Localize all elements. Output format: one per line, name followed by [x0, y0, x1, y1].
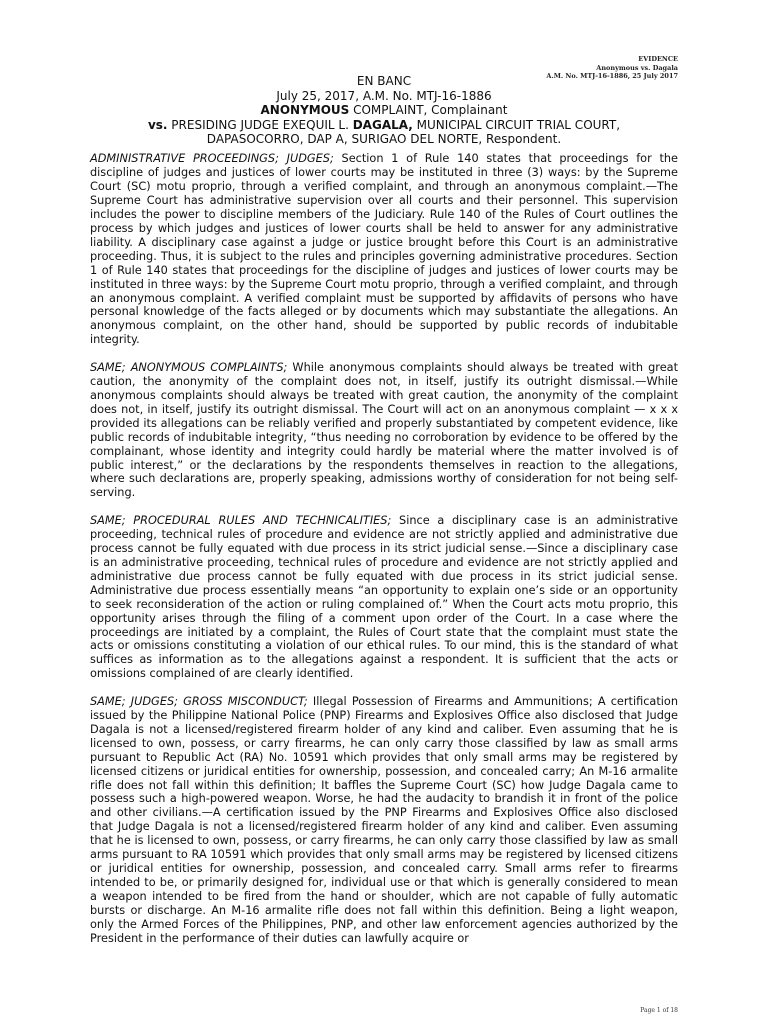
- respondent-line: [90, 118, 678, 133]
- versus-label: vs.: [147, 117, 168, 132]
- case-date-number: July 25, 2017, A.M. No. MTJ-16-1886: [276, 88, 492, 103]
- syllabus-keywords: SAME; JUDGES; GROSS MISCONDUCT;: [90, 694, 308, 708]
- complainant-line: [90, 103, 678, 118]
- respondent-title: PRESIDING JUDGE EXEQUIL L.: [167, 117, 353, 132]
- syllabus-paragraph: [90, 361, 678, 501]
- complainant-role: COMPLAINT, Complainant: [349, 103, 508, 117]
- syllabus-paragraph: [90, 514, 678, 681]
- respondent-name: DAGALA,: [352, 117, 413, 132]
- syllabus-keywords: ADMINISTRATIVE PROCEEDINGS; JUDGES;: [90, 152, 334, 165]
- syllabus-body: [90, 152, 678, 959]
- header-subject: EVIDENCE: [638, 55, 678, 63]
- header-case-title: Anonymous vs. Dagala: [596, 63, 678, 72]
- court-division: EN BANC: [356, 74, 412, 88]
- syllabus-keywords: SAME; ANONYMOUS COMPLAINTS;: [90, 360, 288, 374]
- respondent-court: MUNICIPAL CIRCUIT TRIAL COURT,: [412, 117, 621, 132]
- header-case-number: A.M. No. MTJ-16-1886, 25 July 2017: [546, 72, 678, 80]
- syllabus-text: Since a disciplinary case is an administrative proceeding, technical rules of procedure and evidence are not strictly applied and administrative due process cannot be fully equated with due process in its strict judicial sense.—Since a disciplinary case is an administrative proceeding, technical rules of procedure and evidence are not strictly applied and administrative due process cannot be fully equated with due process in its strict judicial sense. Administrative due process essentially means “an opportunity to explain one’s side or an opportunity to seek reconsideration of the action or ruling complained of.” When the Court acts motu proprio, this opportunity arises through the filing of a comment upon order of the Court. In a case where the proceedings are initiated by a complaint, the Rules of Court state that the complaint must state the acts or omissions constituting a violation of our ethical rules. To our mind, this is the standard of what suffices as information as to the allegations against a respondent. It is sufficient that the acts or omissions complained of are clearly identified.: [90, 513, 679, 681]
- syllabus-text: Illegal Possession of Firearms and Ammunitions; A certification issued by the Philippine National Police (PNP) Firearms and Explosives Office also disclosed that Judge Dagala is not a licensed/registered firearm holder of any kind and caliber. Even assuming that he is licensed to own, possess, or carry firearms, he can only carry those classified by law as small arms pursuant to Republic Act (RA) No. 10591 which provides that only small arms may be registered by licensed citizens or juridical entities for ownership, possession, and concealed carry; An M-16 armalite rifle does not fall within this definition; It baffles the Supreme Court (SC) how Judge Dagala came to possess such a high-powered weapon. Worse, he had the audacity to brandish it in front of the police and other civilians.—A certification issued by the PNP Firearms and Explosives Office also disclosed that Judge Dagala is not a licensed/registered firearm holder of any kind and caliber. Even assuming that he is licensed to own, possess, or carry firearms, he can only carry those classified by law as small arms pursuant to RA 10591 which provides that only small arms may be registered by licensed citizens or juridical entities for ownership, possession, and concealed carry. Small arms refer to firearms intended to be, or primarily designed for, individual use or that which is generally considered to mean a weapon intended to be fired from the hand or shoulder, which are not capable of fully automatic bursts or discharge. An M-16 armalite rifle does not fall within this definition. Being a light weapon, only the Armed Forces of the Philippines, PNP, and other law enforcement agencies authorized by the President in the performance of their duties can lawfully acquire or: [90, 694, 678, 946]
- syllabus-text: Section 1 of Rule 140 states that proceedings for the discipline of judges and justices of lower courts may be instituted in three (3) ways: by the Supreme Court (SC) motu proprio, through a verified complaint, and through an anonymous complaint.—The Supreme Court has administrative supervision over all courts and their personnel. This supervision includes the power to discipline members of the Judiciary. Rule 140 of the Rules of Court outlines the process by which judges and justices of lower courts shall be held to answer for any administrative liability. A disciplinary case against a judge or justice brought before this Court is an administrative proceeding. Thus, it is subject to the rules and principles governing administrative procedures. Section 1 of Rule 140 states that proceedings for the discipline of judges and justices of lower courts may be instituted in three ways: by the Supreme Court motu proprio, through a verified complaint, and through an anonymous complaint. A verified complaint must be supported by affidavits of persons who have personal knowledge of the facts alleged or by documents which may substantiate the allegations. An anonymous complaint, on the other hand, should be supported by public records of indubitable integrity.: [90, 152, 678, 347]
- syllabus-keywords: SAME; PROCEDURAL RULES AND TECHNICALITIES;: [90, 513, 392, 527]
- syllabus-text: While anonymous complaints should always be treated with great caution, the anonymity of the complaint does not, in itself, justify its outright dismissal.—While anonymous complaints should always be treated with great caution, the anonymity of the complaint does not, in itself, justify its outright dismissal. The Court will act on an anonymous complaint — x x x provided its allegations can be reliably verified and properly substantiated by competent evidence, like public records of indubitable integrity, “thus needing no corroboration by evidence to be offered by the complainant, whose identity and integrity could hardly be material where the matter involved is of public interest,” or the declarations by the respondents themselves in reaction to the allegations, where such declarations are, properly speaking, admissions worthy of consideration for not being self-serving.: [90, 360, 679, 500]
- syllabus-paragraph: [90, 152, 678, 347]
- case-title-block: [90, 74, 678, 147]
- syllabus-paragraph: [90, 695, 678, 946]
- page-number: Page 1 of 18: [640, 1007, 678, 1014]
- respondent-location: DAPASOCORRO, DAP A, SURIGAO DEL NORTE, Respondent.: [206, 132, 562, 146]
- complainant-name: ANONYMOUS: [260, 103, 350, 117]
